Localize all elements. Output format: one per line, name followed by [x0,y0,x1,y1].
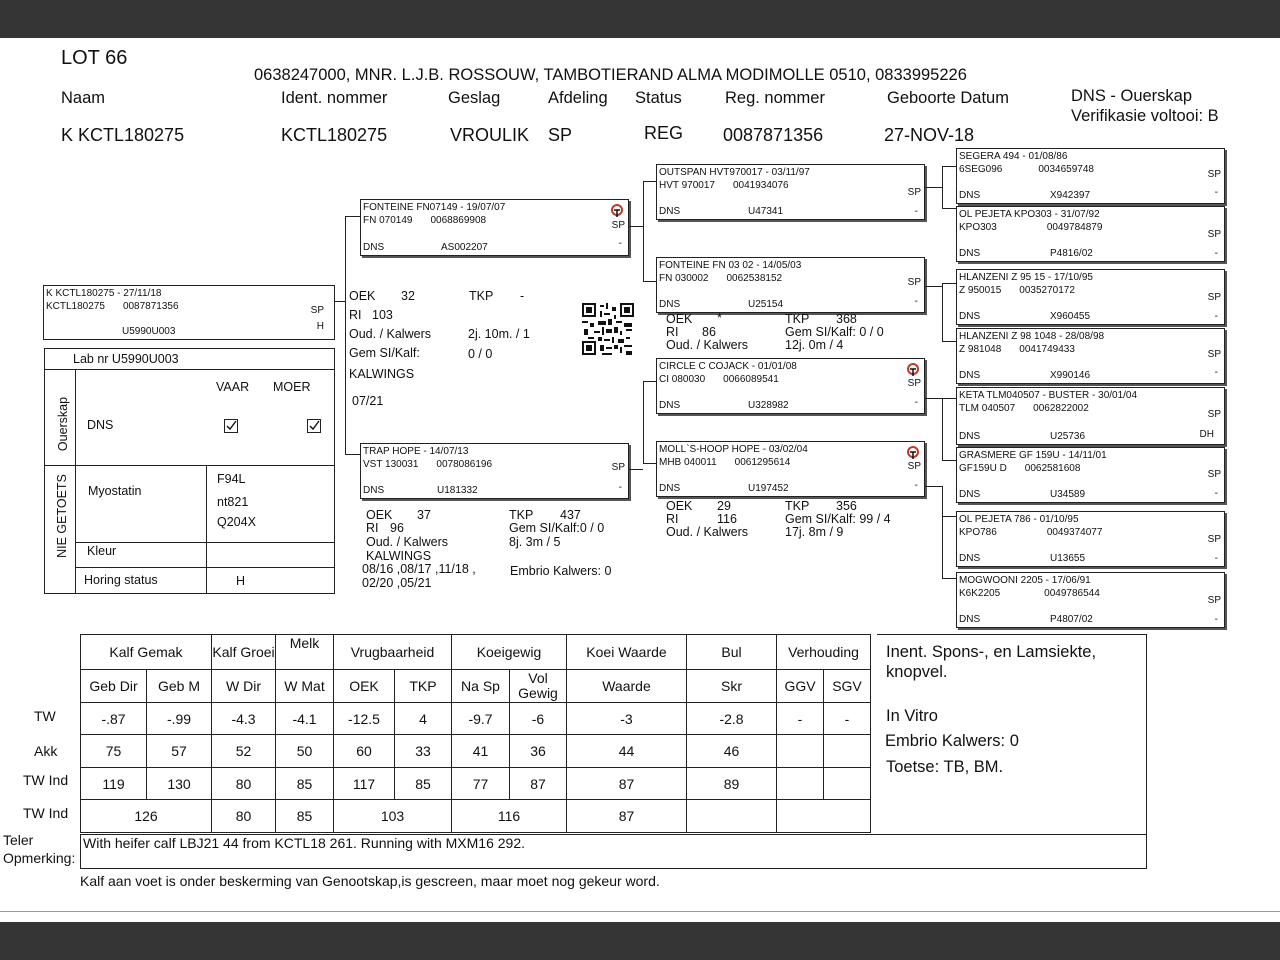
subject-ri-value: 103 [372,308,393,322]
subject-oud-label: Oud. / Kalwers [349,327,431,341]
header-reg: Reg. nommer [725,89,825,107]
subject-id: KCTL180275 0087871356 [46,301,179,312]
owner-line: 0638247000, MNR. L.J.B. ROSSOUW, TAMBOTIERAND ALMA MODIMOLLE 0510, 0833995226 [254,66,967,84]
row-label-twind: TW Ind [23,772,69,788]
group-verhouding: Verhouding [777,635,871,670]
kleur-label: Kleur [87,544,117,558]
gp4-gem: Gem SI/Kalf: 99 / 4 [785,512,891,526]
header-dns: DNS - Ouerskap [1071,87,1193,105]
group-koei-waarde: Koei Waarde [567,635,687,670]
qr-code-icon [582,303,634,355]
gp4-oek-value: 29 [717,499,731,513]
dam-kalwings-value: 08/16 ,08/17 ,11/18 , [362,562,476,576]
society-logo-icon [906,445,920,461]
gp2-oek-label: OEK [666,312,693,326]
remarks-box [80,834,1147,869]
table-row: 75 57 52 50 60 33 41 36 44 46 [81,735,871,768]
group-melk: Melk [276,635,334,670]
subject-gem-label: Gem SI/Kalf: [349,346,420,360]
subject-ri-label: RI [349,308,362,322]
header-geboorte: Geboorte Datum [887,89,1009,107]
group-bul: Bul [687,635,777,670]
great-grandparent-box: GRASMERE GF 159U - 14/11/01 GF159U D 0062581608 SP - DNS U34589 [956,447,1225,503]
subject-title: K KCTL180275 - 27/11/18 [46,288,162,299]
group-kalf-groei: Kalf Groei [212,635,276,670]
society-logo-icon [610,203,624,219]
top-bar [0,0,1280,38]
remarks-label: Opmerking: [3,850,76,866]
animal-afdeling: SP [548,125,573,145]
table-row: 119 130 80 85 117 85 77 87 87 89 [81,768,871,800]
gp4-oud-value: 17j. 8m / 9 [785,525,844,539]
animal-ident: KCTL180275 [281,125,388,145]
myostatin-label: Myostatin [88,484,142,498]
sub-header: GGV [777,670,824,703]
gp2-gem: Gem SI/Kalf: 0 / 0 [785,325,884,339]
sub-header: Geb Dir [81,670,147,703]
lab-box [44,348,335,594]
animal-status: REG [644,123,684,143]
notes-inent: Inent. Spons-, en Lamsiekte, [886,643,1097,661]
group-kalf-gemak: Kalf Gemak [81,635,212,670]
footer-note: Kalf aan voet is onder beskerming van Genootskap,is gescreen, maar moet nog gekeur word. [80,873,660,889]
dam-kalwings-value: 02/20 ,05/21 [362,576,432,590]
dam-tkp-label: TKP [509,508,534,522]
lab-moer: MOER [273,380,311,394]
dam-oek-label: OEK [366,508,393,522]
sub-header: Geb M [147,670,212,703]
header-verifikasie: Verifikasie voltooi: B [1071,107,1219,125]
subject-tkp-value: - [520,289,525,303]
subject-box [43,285,335,340]
great-grandparent-box: MOGWOONI 2205 - 17/06/91 K6K2205 0049786544 SP - DNS P4807/02 [956,572,1225,628]
subject-oek-label: OEK [349,289,376,303]
subject-sp: SP [310,305,324,316]
great-grandparent-box: HLANZENI Z 95 15 - 17/10/95 Z 950015 0035270172 SP - DNS X960455 [956,269,1225,325]
dam-embrio: Embrio Kalwers: 0 [510,564,612,578]
great-grandparent-box: OL PEJETA KPO303 - 31/07/92 KPO303 0049784879 SP - DNS P4816/02 [956,206,1225,262]
dam-oek-value: 37 [417,508,431,522]
great-grandparent-box: KETA TLM040507 - BUSTER - 30/01/04 TLM 040507 0062822002 SP DH DNS U25736 [956,387,1225,445]
myo-value: F94L [217,472,246,486]
subject-code: U5990U003 [122,326,176,337]
sub-header: Skr [687,670,777,703]
dam-oud-value: 8j. 3m / 5 [509,535,561,549]
subject-oud-value: 2j. 10m. / 1 [468,327,530,341]
group-vrugbaarheid: Vrugbaarheid [334,635,452,670]
dam-ri-value: 96 [390,521,404,535]
side-gentoets: NIE GETOETS [55,474,69,558]
dam-kalwings-label: KALWINGS [366,549,432,563]
sub-header: TKP [395,670,452,703]
society-logo-icon [906,362,920,378]
grandparent-box: OUTSPAN HVT970017 - 03/11/97 HVT 970017 0041934076 SP - DNS U47341 [656,164,925,220]
remarks-label: Teler [3,832,34,848]
header-status: Status [635,89,682,107]
horing-label: Horing status [84,573,158,587]
notes-invitro: In Vitro [886,707,938,725]
animal-geboorte: 27-NOV-18 [884,125,975,145]
subject-oek-value: 32 [401,289,415,303]
row-label-akk: Akk [34,743,58,759]
gp4-oud-label: Oud. / Kalwers [666,525,748,539]
myo-value: nt821 [217,495,249,509]
sub-header: Vol Gewig [510,670,567,703]
animal-geslag: VROULIK [450,125,530,145]
subject-gem-value: 0 / 0 [468,347,493,361]
gp2-oud-value: 12j. 0m / 4 [785,338,844,352]
lab-dns: DNS [87,418,114,432]
dam-tkp-value: 437 [560,508,581,522]
lab-number: Lab nr U5990U003 [73,352,179,366]
table-row: -.87 -.99 -4.3 -4.1 -12.5 4 -9.7 -6 -3 -2.8 - - [81,703,871,735]
dam-box: TRAP HOPE - 14/07/13 VST 130031 0078086196 SP - DNS U181332 [360,443,629,499]
sub-header: W Dir [212,670,276,703]
header-ident: Ident. nommer [281,89,388,107]
gp2-oek-value: * [717,311,722,325]
side-ouerskap: Ouerskap [56,396,70,452]
notes-toetse: Toetse: TB, BM. [886,758,1004,776]
myo-value: Q204X [217,515,256,529]
notes-embrio: Embrio Kalwers: 0 [885,732,1019,750]
great-grandparent-box: HLANZENI Z 98 1048 - 28/08/98 Z 981048 0041749433 SP - DNS X990146 [956,328,1225,384]
gp4-oek-label: OEK [666,499,693,513]
notes-panel [877,634,1147,835]
great-grandparent-box: SEGERA 494 - 01/08/86 6SEG096 0034659748 SP - DNS X942397 [956,148,1225,204]
ebv-table [80,634,871,833]
grandparent-box: FONTEINE FN 03 02 - 14/05/03 FN 030002 0062538152 SP - DNS U25154 [656,257,925,313]
subject-kalwings-label: KALWINGS [349,367,415,381]
dam-ri-label: RI [366,521,379,535]
subject-h: H [316,321,324,332]
subject-kalwings-value: 07/21 [352,394,384,408]
gp2-ri-label: RI [666,325,679,339]
animal-reg: 0087871356 [723,125,824,145]
subject-tkp-label: TKP [469,289,494,303]
bottom-bar [0,922,1280,960]
group-koeigewig: Koeigewig [452,635,567,670]
moer-checkbox-icon [307,419,321,433]
gp4-tkp-value: 356 [836,499,857,513]
row-label-twind2: TW Ind [23,805,69,821]
gp4-tkp-label: TKP [785,499,810,513]
bottom-divider [0,911,1280,912]
grandparent-box: CIRCLE C COJACK - 01/01/08 CI 080030 0066089541 SP - DNS U328982 [656,358,925,414]
lab-vaar: VAAR [216,380,250,394]
grandparent-box: MOLL`S-HOOP HOPE - 03/02/04 MHB 040011 0061295614 SP - DNS U197452 [656,441,925,497]
dam-oud-label: Oud. / Kalwers [366,535,448,549]
gp4-ri-value: 116 [717,512,737,526]
table-row: 126 80 85 103 116 87 [81,800,871,833]
sub-header: Waarde [567,670,687,703]
lot-number: LOT 66 [61,47,128,69]
gp2-tkp-value: 368 [836,312,857,326]
animal-naam: K KCTL180275 [61,125,185,145]
vaar-checkbox-icon [224,419,238,433]
dam-gem: Gem SI/Kalf:0 / 0 [509,521,605,535]
notes-inent2: knopvel. [886,663,948,681]
row-label-tw: TW [34,708,56,724]
great-grandparent-box: OL PEJETA 786 - 01/10/95 KPO786 0049374077 SP - DNS U13655 [956,511,1225,567]
sub-header: Na Sp [452,670,510,703]
horing-value: H [236,574,246,588]
header-naam: Naam [61,89,106,107]
sub-header: OEK [334,670,395,703]
header-geslag: Geslag [448,89,501,107]
header-afdeling: Afdeling [548,89,608,107]
sub-header: SGV [824,670,871,703]
remarks-text: With heifer calf LBJ21 44 from KCTL18 261. Running with MXM16 292. [83,835,525,851]
gp2-tkp-label: TKP [785,312,810,326]
gp4-ri-label: RI [666,512,679,526]
gp2-ri-value: 86 [702,325,716,339]
sire-box: FONTEINE FN07149 - 19/07/07 FN 070149 0068869908 SP - DNS AS002207 [360,199,629,256]
gp2-oud-label: Oud. / Kalwers [666,338,748,352]
sub-header: W Mat [276,670,334,703]
